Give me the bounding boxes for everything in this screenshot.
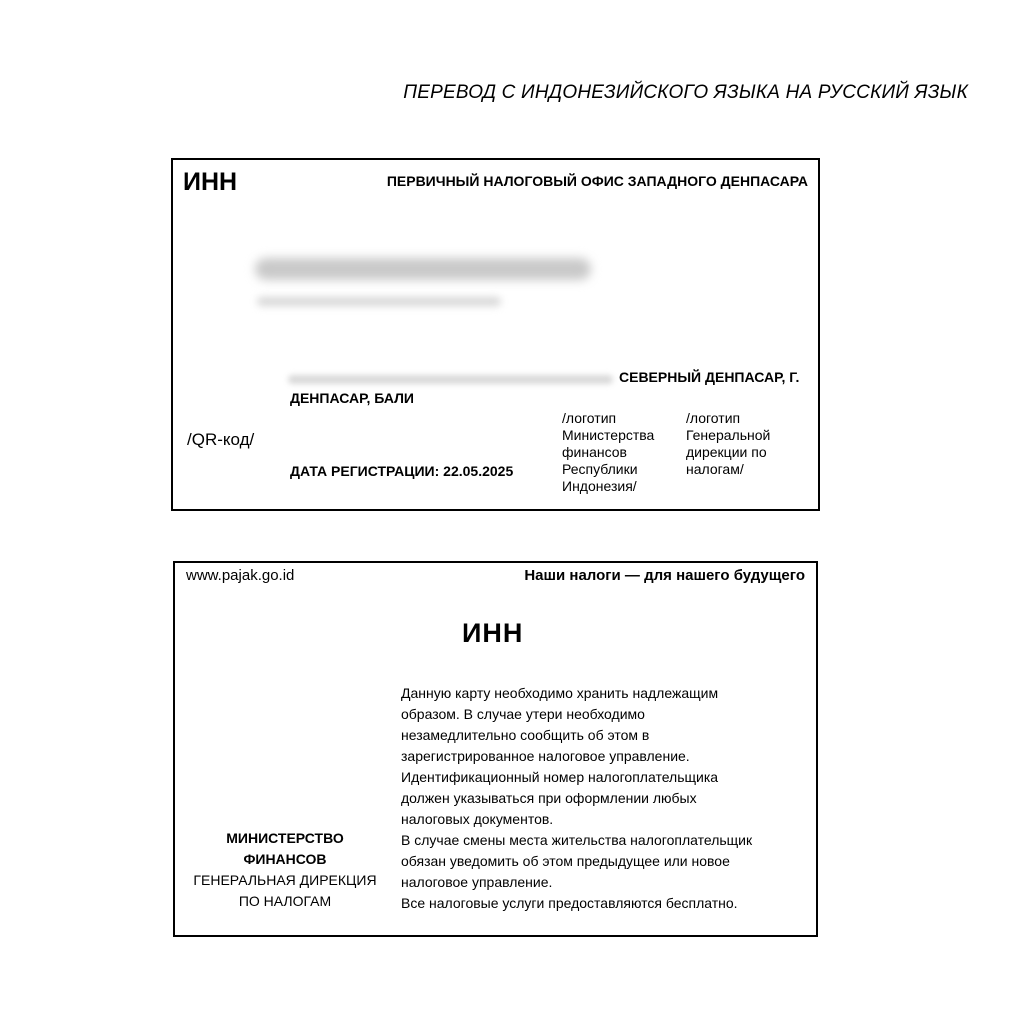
rules-line: должен указываться при оформлении любых <box>401 790 697 806</box>
tax-office-name: ПЕРВИЧНЫЙ НАЛОГОВЫЙ ОФИС ЗАПАДНОГО ДЕНПАСАРА <box>386 173 808 189</box>
logo-line: финансов <box>562 444 627 460</box>
tax-card-back <box>173 561 818 937</box>
slogan: Наши налоги — для нашего будущего <box>524 567 805 584</box>
logo-line: дирекции по <box>686 444 767 460</box>
rules-line: обязан уведомить об этом предыдущее или новое <box>401 853 730 869</box>
rules-line: зарегистрированное налоговое управление. <box>401 748 690 764</box>
ministry-block <box>185 828 385 912</box>
card-title-inn: ИНН <box>183 168 238 196</box>
ministry-logo-placeholder <box>562 410 677 495</box>
address-district: СЕВЕРНЫЙ ДЕНПАСАР, Г. <box>619 369 800 385</box>
redacted-address <box>288 375 613 384</box>
logo-line: Министерства <box>562 427 655 443</box>
logo-line: Республики <box>562 461 638 477</box>
rules-line: налоговых документов. <box>401 811 554 827</box>
tax-card-front <box>171 158 820 511</box>
rules-line: Данную карту необходимо хранить надлежащим <box>401 685 719 701</box>
directorate-line: ГЕНЕРАЛЬНАЯ ДИРЕКЦИЯ <box>193 872 377 888</box>
registration-date: ДАТА РЕГИСТРАЦИИ: 22.05.2025 <box>290 463 514 479</box>
rules-line: Идентификационный номер налогоплательщика <box>401 769 719 785</box>
translation-header: ПЕРЕВОД С ИНДОНЕЗИЙСКОГО ЯЗЫКА НА РУССКИЙ ЯЗЫК <box>403 82 968 103</box>
address-city: ДЕНПАСАР, БАЛИ <box>290 390 414 406</box>
rules-line: В случае смены места жительства налогоплательщик <box>401 832 753 848</box>
tax-directorate-logo-placeholder <box>686 410 796 478</box>
rules-line: незамедлительно сообщить об этом в <box>401 727 650 743</box>
redacted-tax-number <box>255 258 591 280</box>
logo-line: налогам/ <box>686 461 744 477</box>
ministry-line: МИНИСТЕРСТВО <box>226 830 344 846</box>
ministry-line: ФИНАНСОВ <box>243 851 327 867</box>
directorate-line: ПО НАЛОГАМ <box>238 893 332 909</box>
rules-line: налоговое управление. <box>401 874 553 890</box>
website-url: www.pajak.go.id <box>186 567 295 584</box>
logo-line: Генеральной <box>686 427 771 443</box>
rules-line: образом. В случае утери необходимо <box>401 706 645 722</box>
card-rules-text <box>401 683 801 914</box>
logo-line: /логотип <box>686 410 741 426</box>
rules-line: Все налоговые услуги предоставляются бесплатно. <box>401 895 738 911</box>
card-title-inn: ИНН <box>462 618 524 648</box>
redacted-taxpayer-name <box>257 297 501 306</box>
logo-line: Индонезия/ <box>562 478 637 494</box>
qr-code-placeholder: /QR-код/ <box>187 430 255 449</box>
logo-line: /логотип <box>562 410 617 426</box>
